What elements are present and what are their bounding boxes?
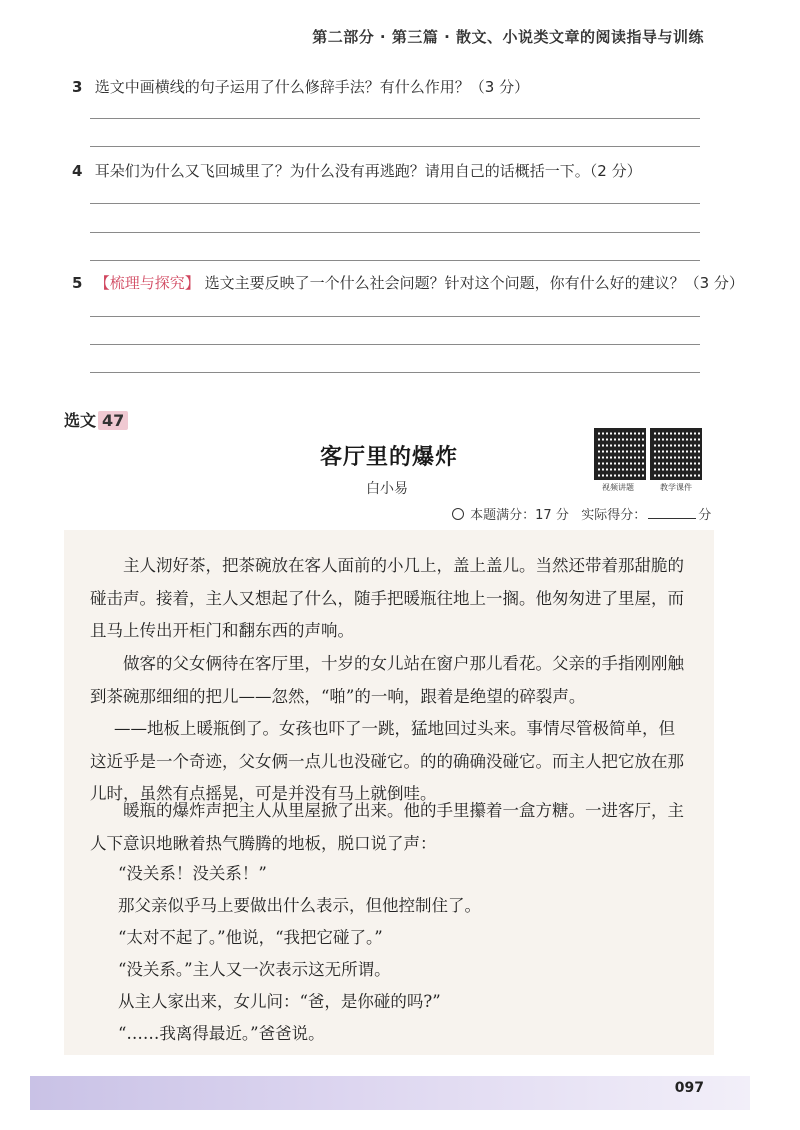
question-text: 选文中画横线的句子运用了什么修辞手法？有什么作用？（3 分） xyxy=(94,78,530,96)
qr-label: 视频讲题 xyxy=(602,483,634,492)
clock-icon xyxy=(452,508,464,520)
qr-code-courseware-icon[interactable] xyxy=(650,428,702,480)
passage-line: “没关系。”主人又一次表示这无所谓。 xyxy=(118,960,391,979)
score-blank[interactable] xyxy=(648,518,696,519)
question-5 xyxy=(72,272,744,293)
passage-line: 那父亲似乎马上要做出什么表示，但他控制住了。 xyxy=(118,896,481,915)
answer-line[interactable] xyxy=(90,344,700,345)
passage-line: “没关系！没关系！” xyxy=(118,864,267,883)
article-title: 客厅里的爆炸 xyxy=(320,445,459,470)
qr-code-video-icon[interactable] xyxy=(594,428,646,480)
question-number: 3 xyxy=(72,78,83,96)
section-number-badge: 47 xyxy=(98,411,128,430)
score-unit: 分 xyxy=(698,508,712,523)
question-number: 4 xyxy=(72,162,83,180)
score-actual-label: 实际得分： xyxy=(581,508,647,523)
answer-line[interactable] xyxy=(90,316,700,317)
passage-paragraph: ——地板上暖瓶倒了。女孩也吓了一跳，猛地回过头来。事情尽管极简单，但这近乎是一个奇迹，父女俩一点儿也没碰它。的的确确没碰它。而主人把它放在那儿时，虽然有点摇晃，可是并没有马上就倒哇。 xyxy=(90,719,684,804)
question-3 xyxy=(72,76,529,97)
section-label-text: 选文 xyxy=(64,411,97,430)
section-label xyxy=(64,408,128,431)
question-4 xyxy=(72,160,642,181)
answer-line[interactable] xyxy=(90,146,700,147)
question-text: 耳朵们为什么又飞回城里了？为什么没有再逃跑？请用自己的话概括一下。（2 分） xyxy=(94,162,642,180)
passage-line: “太对不起了。”他说，“我把它碰了。” xyxy=(118,928,383,947)
article-author: 白小易 xyxy=(366,481,408,497)
page-number: 097 xyxy=(674,1080,704,1096)
question-text: 选文主要反映了一个什么社会问题？针对这个问题，你有什么好的建议？（3 分） xyxy=(204,274,744,292)
answer-line[interactable] xyxy=(90,260,700,261)
answer-line[interactable] xyxy=(90,118,700,119)
qr-label: 教学课件 xyxy=(660,483,692,492)
question-number: 5 xyxy=(72,274,83,292)
answer-line[interactable] xyxy=(90,372,700,373)
score-line xyxy=(452,504,711,523)
passage-paragraph: 暖瓶的爆炸声把主人从里屋掀了出来。他的手里攥着一盒方糖。一进客厅，主人下意识地瞅着热气腾腾的地板，脱口说了声： xyxy=(90,801,684,853)
score-full: 本题满分：17 分 xyxy=(470,508,569,523)
answer-line[interactable] xyxy=(90,232,700,233)
answer-line[interactable] xyxy=(90,203,700,204)
passage-paragraph: 做客的父女俩待在客厅里，十岁的女儿站在窗户那儿看花。父亲的手指刚刚触到茶碗那细细的把儿——忽然，“啪”的一响，跟着是绝望的碎裂声。 xyxy=(90,654,684,706)
footer-band xyxy=(30,1076,750,1110)
passage-paragraph: 主人沏好茶，把茶碗放在客人面前的小几上，盖上盖儿。当然还带着那甜脆的碰击声。接着，主人又想起了什么，随手把暖瓶往地上一搁。他匆匆进了里屋，而且马上传出开柜门和翻东西的声响。 xyxy=(90,556,684,641)
question-tag: 【梳理与探究】 xyxy=(94,274,200,292)
passage-line: “……我离得最近。”爸爸说。 xyxy=(118,1024,325,1043)
running-header: 第二部分 · 第三篇 · 散文、小说类文章的阅读指导与训练 xyxy=(312,28,704,46)
passage-line: 从主人家出来，女儿问：“爸，是你碰的吗?” xyxy=(118,992,441,1011)
